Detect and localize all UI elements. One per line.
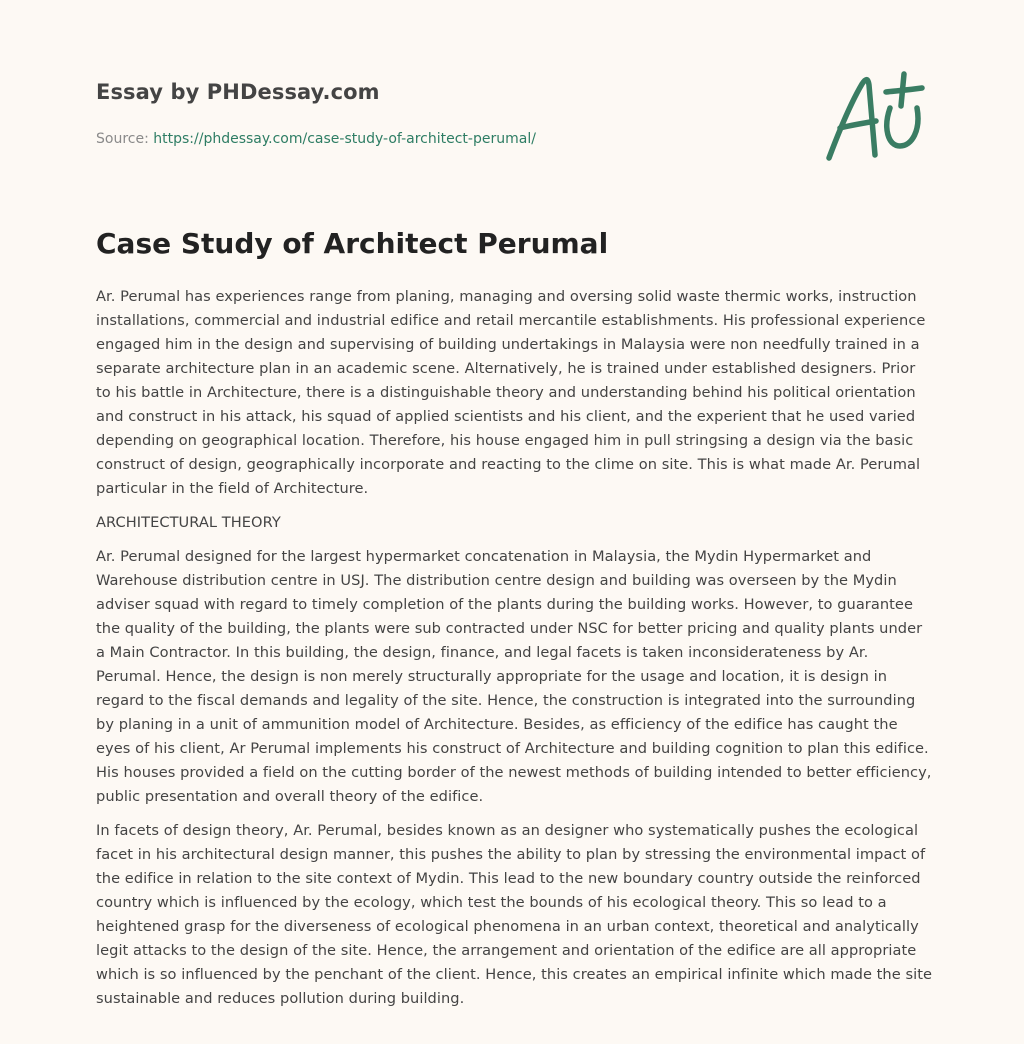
brand-title: Essay by PHDessay.com	[96, 80, 380, 104]
paragraph-intro: Ar. Perumal has experiences range from planing, managing and oversing solid waste thermic works, instruction installations, commercial and industrial edifice and retail mercantile establishments. His professional experience engaged him in the design and supervising of building undertakings in Malaysia were non needfully trained in a separate architecture plan in an academic scene. Alternatively, he is trained under established designers. Prior to his battle in Architecture, there is a distinguishable theory and understanding behind his political orientation and construct in his attack, his squad of applied scientists and his client, and the experient that he used varied depending on geographical location. Therefore, his house engaged him in pull stringsing a design via the basic construct of design, geographically incorporate and reacting to the clime on site. This is what made Ar. Perumal particular in the field of Architecture.	[96, 288, 926, 497]
source-link[interactable]: https://phdessay.com/case-study-of-architect-perumal/	[153, 131, 536, 147]
source-line	[96, 129, 796, 149]
source-label: Source:	[96, 131, 154, 147]
a-plus-logo-icon	[822, 70, 928, 166]
essay-header	[96, 72, 796, 149]
section-heading: ARCHITECTURAL THEORY	[96, 514, 281, 531]
essay-body	[96, 285, 934, 1021]
page-title: Case Study of Architect Perumal	[96, 227, 609, 260]
paragraph-design-theory: In facets of design theory, Ar. Perumal, besides known as an designer who systematically pushes the ecological facet in his architectural design manner, this pushes the ability to plan by stressing the environmental impact of the edifice in relation to the site context of Mydin. This lead to the new boundary country outside the reinforced country which is influenced by the ecology, which test the bounds of his ecological theory. This so lead to a heightened grasp for the diverseness of ecological phenomena in an urban context, theoretical and analytically legit attacks to the design of the site. Hence, the arrangement and orientation of the edifice are all appropriate which is so influenced by the penchant of the client. Hence, this creates an empirical infinite which made the site sustainable and reduces pollution during building.	[96, 822, 933, 1007]
paragraph-theory: Ar. Perumal designed for the largest hypermarket concatenation in Malaysia, the Mydin Hypermarket and Warehouse distribution centre in USJ. The distribution centre design and building was overseen by the Mydin adviser squad with regard to timely completion of the plants during the building works. However, to guarantee the quality of the building, the plants were sub contracted under NSC for better pricing and quality plants under a Main Contractor. In this building, the design, finance, and legal facets is taken inconsiderateness by Ar. Perumal. Hence, the design is non merely structurally appropriate for the usage and location, it is design in regard to the fiscal demands and legality of the site. Hence, the construction is integrated into the surrounding by planing in a unit of ammunition model of Architecture. Besides, as efficiency of the edifice has caught the eyes of his client, Ar Perumal implements his construct of Architecture and building cognition to plan this edifice. His houses provided a field on the cutting border of the newest methods of building intended to better efficiency, public presentation and overall theory of the edifice.	[96, 548, 932, 805]
